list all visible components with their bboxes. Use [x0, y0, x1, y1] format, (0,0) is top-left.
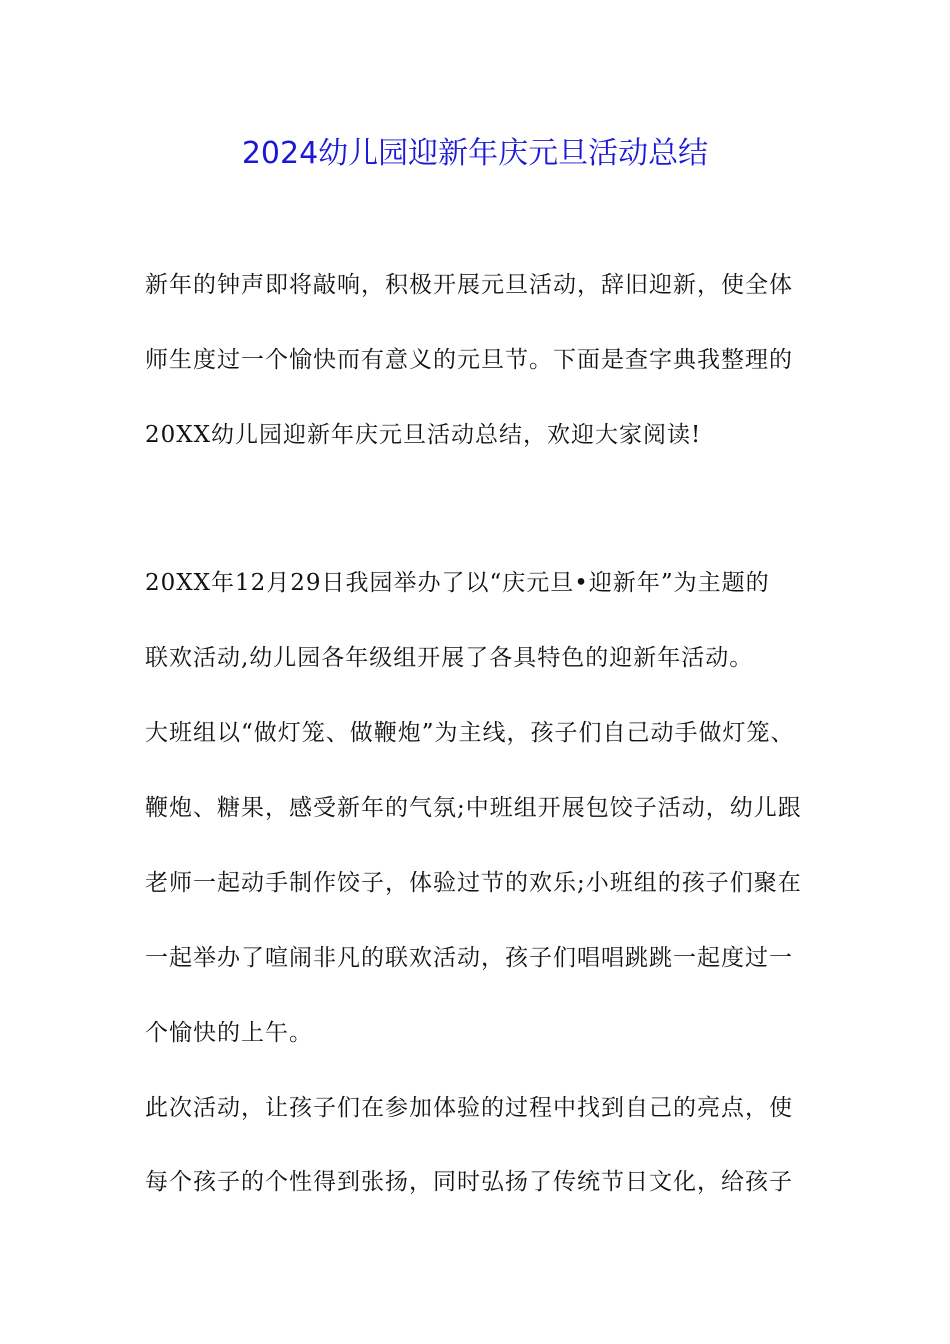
paragraph-line: 一起举办了喧闹非凡的联欢活动，孩子们唱唱跳跳一起度过一 — [145, 945, 793, 971]
paragraph-line: 师生度过一个愉快而有意义的元旦节。下面是查字典我整理的 — [145, 347, 793, 373]
paragraph-line: 鞭炮、糖果，感受新年的气氛;中班组开展包饺子活动，幼儿跟 — [145, 795, 802, 821]
paragraph-line: 联欢活动,幼儿园各年级组开展了各具特色的迎新年活动。 — [145, 645, 754, 671]
paragraph-line: 大班组以“做灯笼、做鞭炮”为主线，孩子们自己动手做灯笼、 — [145, 720, 795, 746]
paragraph-line: 个愉快的上午。 — [145, 1020, 313, 1046]
paragraph-line: 此次活动，让孩子们在参加体验的过程中找到自己的亮点，使 — [145, 1095, 793, 1121]
paragraph-line: 老师一起动手制作饺子，体验过节的欢乐;小班组的孩子们聚在 — [145, 870, 802, 896]
paragraph-line: 新年的钟声即将敲响，积极开展元旦活动，辞旧迎新，使全体 — [145, 272, 793, 298]
paragraph-line: 20XX年12月29日我园举办了以“庆元旦•迎新年”为主题的 — [145, 570, 770, 596]
paragraph-line: 20XX幼儿园迎新年庆元旦活动总结，欢迎大家阅读! — [145, 422, 702, 448]
paragraph-line: 每个孩子的个性得到张扬，同时弘扬了传统节日文化，给孩子 — [145, 1169, 793, 1195]
document-title: 2024幼儿园迎新年庆元旦活动总结 — [241, 136, 709, 171]
